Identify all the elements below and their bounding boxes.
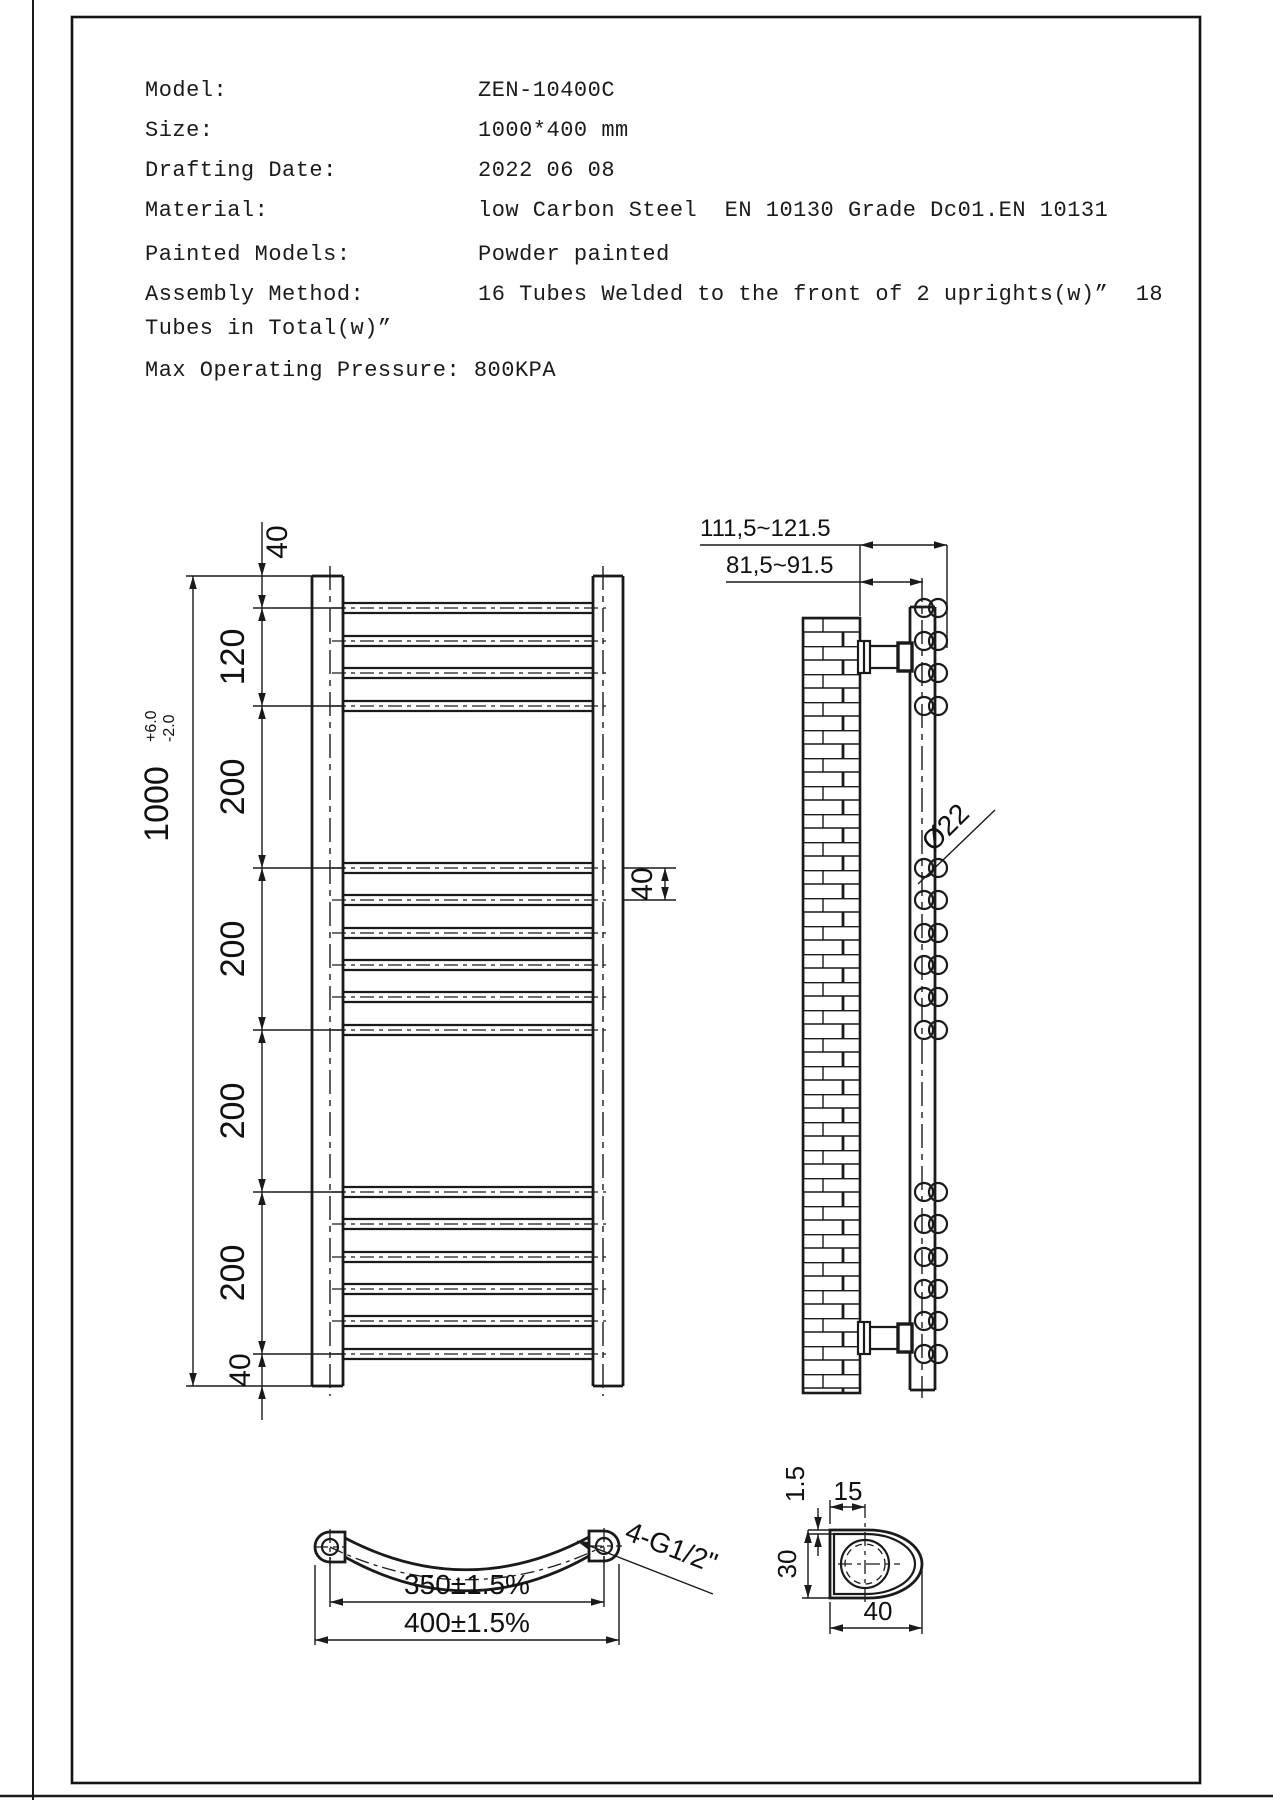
svg-text:15: 15 <box>833 1476 863 1506</box>
spec-label-painted: Painted Models: <box>145 242 351 267</box>
svg-text:350±1.5%: 350±1.5% <box>404 1569 530 1600</box>
spec-value-assembly: 16 Tubes Welded to the front of 2 uprights(w)” 18 <box>478 282 1164 307</box>
svg-text:111,5~121.5: 111,5~121.5 <box>700 515 831 542</box>
spec-label-date: Drafting Date: <box>145 158 337 183</box>
spec-label-material: Material: <box>145 198 269 223</box>
wall-brackets <box>858 641 912 1354</box>
svg-text:400±1.5%: 400±1.5% <box>404 1607 530 1638</box>
svg-text:200: 200 <box>214 920 252 978</box>
spec-value-date: 2022 06 08 <box>478 158 616 183</box>
dim-profile-height <box>772 1530 830 1598</box>
side-view <box>700 515 995 1398</box>
spec-assembly-wrap: Tubes in Total(w)” <box>145 316 392 341</box>
spec-label-model: Model: <box>145 78 228 103</box>
svg-text:-2.0: -2.0 <box>161 714 178 742</box>
plan-view <box>314 1516 722 1645</box>
dim-centre-offset <box>830 1476 865 1524</box>
dim-tube-diameter <box>916 798 995 884</box>
svg-text:40: 40 <box>626 867 659 901</box>
side-tube-circles <box>915 599 947 1363</box>
svg-text:40: 40 <box>261 525 294 559</box>
svg-text:200: 200 <box>214 1082 252 1140</box>
spec-label-size: Size: <box>145 118 214 143</box>
spec-value-model: ZEN-10400C <box>478 78 616 103</box>
dim-tube-pitch <box>623 867 676 900</box>
dim-wall-to-centre <box>726 552 923 586</box>
front-left-upright <box>312 566 343 1396</box>
svg-text:120: 120 <box>214 628 252 686</box>
svg-text:+6.0: +6.0 <box>143 710 160 742</box>
front-tubes <box>332 603 606 1359</box>
spec-value-size: 1000*400 mm <box>478 118 629 143</box>
section-detail <box>772 1466 922 1634</box>
svg-text:4-G1/2": 4-G1/2" <box>621 1515 722 1579</box>
dim-tube-centres <box>330 1556 604 1607</box>
svg-text:1000: 1000 <box>138 766 176 842</box>
front-view <box>138 522 676 1420</box>
svg-text:40: 40 <box>863 1596 893 1626</box>
svg-text:Ø22: Ø22 <box>915 797 975 857</box>
svg-text:81,5~91.5: 81,5~91.5 <box>726 552 834 579</box>
spec-value-painted: Powder painted <box>478 242 670 267</box>
dim-fitting-callout <box>576 1516 722 1594</box>
svg-text:200: 200 <box>214 1244 252 1302</box>
wall-brick-hatch <box>803 618 860 1393</box>
svg-text:200: 200 <box>214 758 252 816</box>
spec-label-assembly: Assembly Method: <box>145 282 365 307</box>
svg-text:1.5: 1.5 <box>780 1465 810 1503</box>
spec-max-pressure: Max Operating Pressure: 800KPA <box>145 358 557 383</box>
svg-text:30: 30 <box>772 1549 802 1579</box>
spec-value-material: low Carbon Steel EN 10130 Grade Dc01.EN 10131 <box>478 198 1109 223</box>
svg-text:40: 40 <box>224 1353 257 1387</box>
dim-segment-chain <box>214 522 345 1420</box>
front-right-upright <box>593 566 623 1396</box>
